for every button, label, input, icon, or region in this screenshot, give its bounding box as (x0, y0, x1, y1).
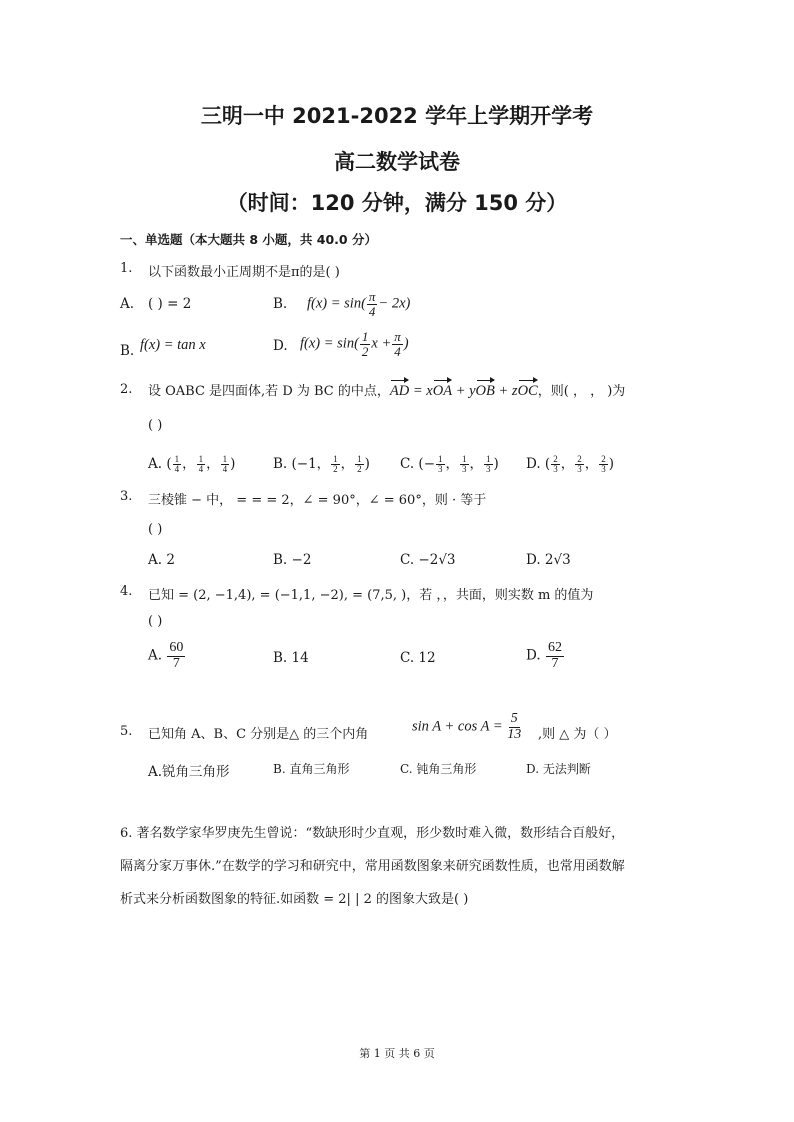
question-number: 5. (120, 724, 133, 739)
option-a: A. 2 (148, 552, 175, 568)
text-part: ，则( ， ， )为 (537, 384, 626, 399)
formula-part: ) (403, 335, 409, 352)
option-c: C. 钝角三角形 (400, 762, 477, 776)
option-b-label: B. (273, 296, 288, 312)
formula-part: − 2x) (378, 295, 411, 312)
question-number: 4. (120, 584, 133, 599)
denominator: 7 (551, 655, 559, 671)
option-label: A. (148, 647, 163, 664)
denominator: 4 (394, 343, 401, 359)
exam-time-info: （时间：120 分钟，满分 150 分） (226, 191, 568, 215)
fraction (392, 330, 403, 358)
denominator: 4 (368, 303, 376, 319)
exam-subtitle: 高二数学试卷 (334, 150, 460, 174)
fraction (367, 290, 378, 318)
formula-part: f(x) = sin( (307, 295, 366, 312)
denominator: 4 (198, 464, 204, 474)
vector-oc: OC (517, 383, 538, 399)
answer-paren: ( ) (148, 522, 163, 537)
exam-title: 三明一中 2021-2022 学年上学期开学考 (200, 104, 594, 128)
numerator: π (394, 329, 401, 344)
fraction (173, 455, 182, 475)
option-a: A.锐角三角形 (148, 764, 230, 780)
fraction (221, 455, 230, 475)
question-text-line: 析式来分析函数图象的特征.如函数 = 2| | 2 的图象大致是( ) (120, 892, 469, 907)
option-d-label: D. (273, 338, 288, 354)
question-number: 3. (120, 489, 133, 504)
option-b: B. (−1， $\frac{1}{2}$ ， $\frac{1}{2}$ ) (273, 453, 370, 474)
option-d (526, 641, 565, 671)
text-part: + y (452, 383, 476, 399)
question-number: 1. (120, 261, 133, 276)
numerator: 1 (222, 453, 228, 464)
formula-part: x + (371, 335, 392, 352)
question-formula (412, 712, 522, 742)
option-c-formula: f(x) = tan x (140, 337, 206, 353)
option-b: B. −2 (273, 552, 312, 568)
option-c: C. (− $\frac{1}{3}$ ， $\frac{1}{3}$ ， $\frac{1}{3}$ ) (400, 453, 499, 474)
answer-paren: ( ) (148, 418, 163, 433)
denominator: 13 (507, 726, 522, 742)
vector-ad: AD (389, 383, 410, 399)
option-label: C. (− (400, 456, 436, 472)
answer-paren: ( ) (148, 614, 163, 629)
denominator: 4 (222, 464, 228, 474)
option-d-formula (300, 330, 409, 358)
option-a-label: A. (120, 296, 135, 312)
fraction (507, 712, 521, 742)
page-footer: 第 1 页 共 6 页 (359, 1047, 435, 1060)
question-text-post: ,则 △ 为（ ） (538, 727, 617, 742)
question-text-line: 6. 著名数学家华罗庚先生曾说：“数缺形时少直观，形少数时难入微，数形结合百般好， (120, 826, 625, 841)
question-text (148, 380, 625, 400)
question-text-pre: 已知角 A、B、C 分别是△ 的三个内角 (148, 727, 369, 742)
numerator: 1 (361, 329, 369, 344)
option-label: D. ( (526, 456, 551, 472)
option-b: B. 14 (273, 650, 309, 666)
formula-part: f(x) = sin( (300, 335, 359, 352)
denominator: 7 (172, 655, 180, 671)
text-part: = x (409, 383, 433, 399)
question-text: 以下函数最小正周期不是π的是( ) (148, 265, 340, 280)
option-label: A. ( (148, 456, 172, 472)
section-heading: 一、单选题（本大题共 8 小题，共 40.0 分） (120, 232, 377, 247)
vector-oa: OA (432, 383, 453, 399)
numerator: 62 (547, 640, 562, 655)
numerator: π (368, 289, 376, 304)
text-part: + z (494, 383, 518, 399)
option-label: B. (−1， (273, 456, 331, 472)
option-a (148, 641, 186, 671)
denominator: 2 (361, 343, 369, 359)
fraction (546, 641, 564, 671)
fraction (197, 455, 206, 475)
option-a: A. ( $\frac{1}{4}$ ， $\frac{1}{4}$ ， $\frac{1}{4}$ ) (148, 453, 236, 474)
denominator: 4 (174, 464, 180, 474)
formula-part: sin A + cos A = (412, 718, 503, 735)
numerator: 60 (169, 640, 184, 655)
numerator: 5 (510, 711, 518, 726)
question-number: 2. (120, 382, 133, 397)
option-d: D. ( $\frac{2}{3}$ ， $\frac{2}{3}$ ， $\frac{2}{3}$ ) (526, 453, 614, 474)
option-a-text: ( ) = 2 (148, 296, 192, 312)
option-label: D. (526, 647, 541, 664)
option-d: D. 2√3 (526, 552, 571, 568)
question-text: 已知 = (2, −1,4), = (−1,1, −2), = (7,5, )，若 ，，共面，则实数 m 的值为 (148, 588, 594, 603)
option-c: C. 12 (400, 650, 436, 666)
vector-ob: OB (475, 383, 495, 399)
text-part: 设 OABC 是四面体,若 D 为 BC 的中点， (148, 384, 390, 399)
option-b: B. 直角三角形 (273, 762, 350, 776)
question-text-line: 隔离分家万事休.”在数学的学习和研究中，常用函数图象来研究函数性质，也常用函数解 (120, 859, 625, 874)
fraction (360, 330, 371, 358)
numerator: 1 (198, 453, 204, 464)
option-c-label: B. (120, 343, 135, 359)
fraction (167, 641, 185, 671)
option-b-formula (307, 290, 410, 318)
question-text: 三棱锥 − 中， = = = 2，∠ = 90°，∠ = 60°，则 · 等于 (148, 493, 487, 508)
option-d: D. 无法判断 (526, 762, 591, 776)
option-c: C. −2√3 (400, 552, 456, 568)
numerator: 1 (174, 453, 180, 464)
